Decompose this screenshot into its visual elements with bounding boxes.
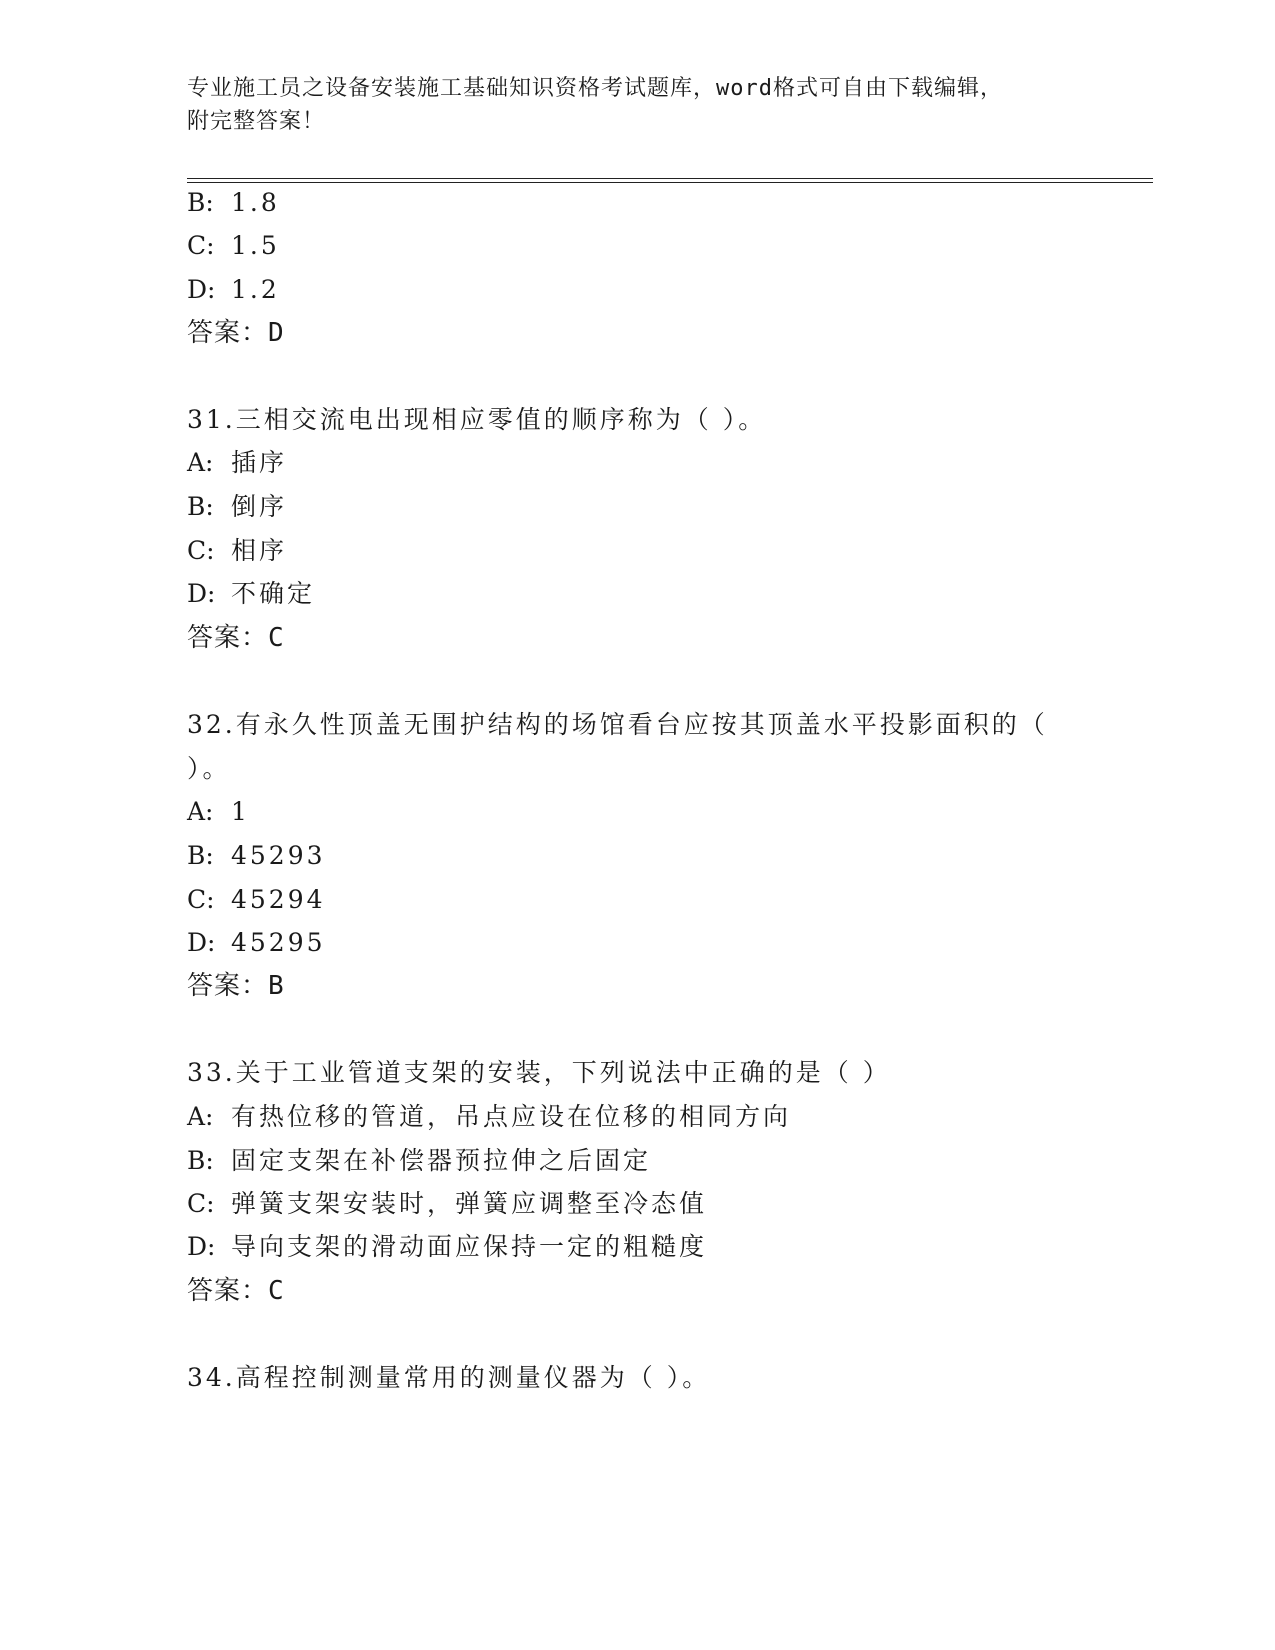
option-label: D: [187, 275, 216, 304]
option-label: B: [187, 841, 214, 870]
q31-option-a [187, 447, 287, 479]
option-text: 1 [231, 797, 250, 826]
option-text: 有热位移的管道，吊点应设在位移的相同方向 [231, 1102, 792, 1131]
option-text: 45293 [231, 841, 326, 870]
q30-answer: 答案：D [187, 318, 285, 348]
q33-option-a [187, 1101, 791, 1133]
option-label: D: [187, 579, 216, 608]
q32-answer: 答案：B [187, 971, 285, 1001]
q31-option-c [187, 535, 287, 567]
q32-option-a [187, 796, 250, 828]
option-text: 1.8 [231, 188, 280, 217]
option-label: A: [187, 448, 214, 477]
option-label: D: [187, 928, 216, 957]
option-label: C: [187, 536, 215, 565]
q31-option-d [187, 578, 315, 610]
q32-option-d [187, 927, 326, 959]
q31-answer: 答案：C [187, 623, 285, 653]
q31-option-b [187, 491, 287, 523]
option-label: A: [187, 797, 214, 826]
option-label: B: [187, 492, 214, 521]
header-divider [187, 178, 1153, 183]
q30-option-d [187, 274, 280, 306]
option-text: 1.2 [231, 275, 280, 304]
option-label: C: [187, 231, 215, 260]
option-label: B: [187, 188, 214, 217]
option-text: 倒序 [231, 492, 288, 521]
option-text: 不确定 [231, 579, 316, 608]
option-text: 导向支架的滑动面应保持一定的粗糙度 [231, 1232, 708, 1261]
q33-option-c [187, 1188, 707, 1220]
option-label: C: [187, 1189, 215, 1218]
option-label: B: [187, 1146, 214, 1175]
q33-answer: 答案：C [187, 1276, 285, 1306]
option-label: D: [187, 1232, 216, 1261]
document-header [187, 72, 1087, 138]
option-text: 固定支架在补偿器预拉伸之后固定 [231, 1146, 652, 1175]
q34-stem: 34.高程控制测量常用的测量仪器为（ ）。 [187, 1363, 711, 1392]
header-line-2: 附完整答案！ [187, 109, 326, 134]
q32-option-b [187, 840, 326, 872]
q33-stem: 33.关于工业管道支架的安装，下列说法中正确的是（ ） [187, 1058, 891, 1087]
header-line-1: 专业施工员之设备安装施工基础知识资格考试题库，word格式可自由下载编辑， [187, 76, 1003, 101]
option-text: 45294 [231, 885, 326, 914]
q30-option-c [187, 230, 280, 262]
option-label: A: [187, 1102, 214, 1131]
q33-option-d [187, 1231, 707, 1263]
option-text: 弹簧支架安装时，弹簧应调整至冷态值 [231, 1189, 708, 1218]
q30-option-b [187, 187, 280, 219]
option-text: 1.5 [231, 231, 280, 260]
option-text: 45295 [231, 928, 326, 957]
q33-option-b [187, 1145, 651, 1177]
q32-stem-line-2: ）。 [187, 754, 231, 783]
option-text: 相序 [231, 536, 288, 565]
q32-option-c [187, 884, 326, 916]
option-text: 插序 [231, 448, 288, 477]
q31-stem: 31.三相交流电出现相应零值的顺序称为（ ）。 [187, 405, 767, 434]
option-label: C: [187, 885, 215, 914]
q32-stem-line-1: 32.有永久性顶盖无围护结构的场馆看台应按其顶盖水平投影面积的（ [187, 710, 1048, 739]
